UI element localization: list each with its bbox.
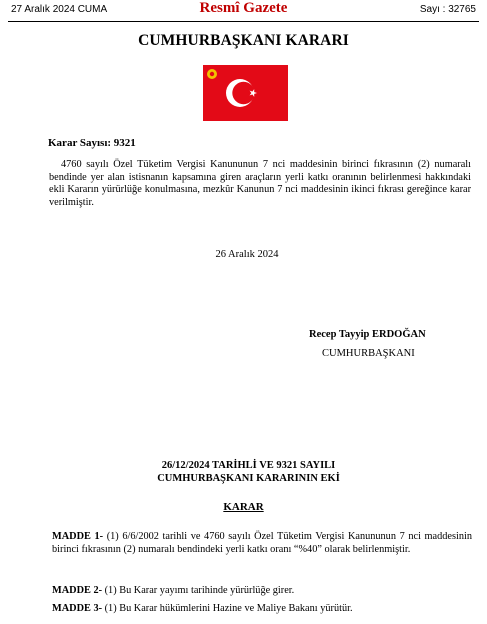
turkish-flag-icon xyxy=(203,65,288,121)
article-2 xyxy=(52,585,294,596)
intro-paragraph xyxy=(49,159,471,209)
gazette-name: Resmî Gazete xyxy=(199,0,288,16)
article-1-text: (1) 6/6/2002 tarihli ve 4760 sayılı Özel Tüketim Vergisi Kanununun 7 nci maddesinin birinci fıkrasının (2) numaralı bendindeki yerli katkı oranı “%40” olarak belirlenmiştir. xyxy=(52,531,473,555)
article-1 xyxy=(52,531,472,556)
article-3-label: MADDE 3- xyxy=(52,603,103,614)
article-2-text: (1) Bu Karar yayımı tarihinde yürürlüğe girer. xyxy=(102,585,295,596)
header-date: 27 Aralık 2024 CUMA xyxy=(11,4,108,15)
intro-text: 4760 sayılı Özel Tüketim Vergisi Kanununun 7 nci maddesinin birinci fıkrasının (2) numaralı bendinde yer alan istisnanın kapsamına giren araçların yerli katkı oranının belirlenmesi hakkındaki ekli Kararın yürürlüğe konulmasına, mezkûr Kanunun 7 nci maddesinin ikinci fıkrası gereğince karar verilmiştir. xyxy=(49,159,471,208)
annex-heading-line2: CUMHURBAŞKANI KARARININ EKİ xyxy=(157,473,340,484)
page-title: CUMHURBAŞKANI KARARI xyxy=(138,32,349,49)
article-2-label: MADDE 2- xyxy=(52,585,103,596)
decision-number: Karar Sayısı: 9321 xyxy=(48,137,136,149)
annex-heading xyxy=(0,459,487,485)
decision-date: 26 Aralık 2024 xyxy=(215,249,279,260)
article-3-text: (1) Bu Karar hükümlerini Hazine ve Maliye Bakanı yürütür. xyxy=(102,603,353,614)
karar-heading: KARAR xyxy=(223,501,264,513)
article-1-label: MADDE 1- xyxy=(52,531,104,542)
header-divider xyxy=(8,21,479,22)
crescent-inner xyxy=(232,82,254,104)
issue-number: Sayı : 32765 xyxy=(419,4,476,15)
signer-title: CUMHURBAŞKANI xyxy=(322,348,415,359)
article-3 xyxy=(52,603,353,614)
signer-name: Recep Tayyip ERDOĞAN xyxy=(309,329,426,340)
annex-heading-line1: 26/12/2024 TARİHLİ VE 9321 SAYILI xyxy=(161,460,336,471)
